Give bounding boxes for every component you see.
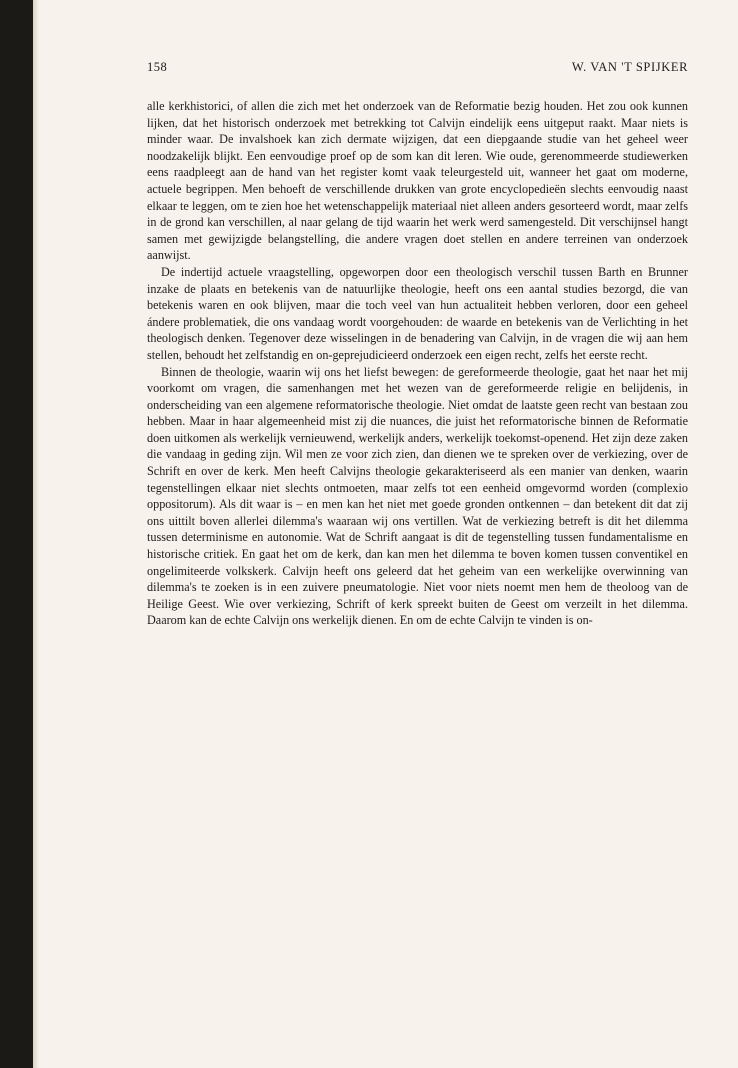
- paragraph: De indertijd actuele vraagstelling, opgeworpen door een theologisch verschil tussen Barth en Brunner inzake de plaats en betekenis van de natuurlijke theologie, heeft ons een aantal studies bezorgd, die van betekenis waren en ook blijven, maar die toch veel van hun actualiteit hebben verloren, door een geheel ándere problematiek, die ons vandaag wordt voorgehouden: de waarde en betekenis van de Verlichting in het theologisch denken. Tegenover deze wisselingen in de benadering van Calvijn, in de vragen die wij aan hem stellen, behoudt het zelfstandig en on-geprejudicieerd onderzoek een eigen recht, zelfs het eerste recht.: [147, 264, 688, 362]
- running-head: W. VAN 'T SPIJKER: [571, 60, 688, 74]
- paragraph: Binnen de theologie, waarin wij ons het liefst bewegen: de gereformeerde theologie, gaat het naar het mij voorkomt om vragen, die samenhangen met het wezen van de gereformeerde religie en belijdenis, in onderscheiding van een algemene reformatorische theologie. Niet omdat de laatste geen recht van bestaan zou hebben. Maar in haar algemeenheid mist zij die nuances, die juist het reformatorische binnen de Reformatie doen uitkomen als werkelijk vernieuwend, werkelijk anders, werkelijk toekomst-openend. Het zijn deze zaken die vandaag in geding zijn. Wil men ze voor zich zien, dan dienen we te spreken over de verkiezing, over de Schrift en over de kerk. Men heeft Calvijns theologie gekarakteriseerd als een manier van denken, waarin tegenstellingen elkaar niet slechts ontmoeten, maar zelfs tot een eenheid omgevormd worden (complexio oppositorum). Als dit waar is – en men kan het niet met goede gronden ontkennen – dan betekent dit dat zij ons uittilt boven allerlei dilemma's waaraan wij ons vertillen. Wat de verkiezing betreft is dit het dilemma tussen determinisme en autonomie. Wat de Schrift aangaat is dit de tegenstelling tussen fundamentalisme en historische critiek. En gaat het om de kerk, dan kan men het dilemma te boven komen tussen conventikel en ongelimiteerde volkskerk. Calvijn heeft ons geleerd dat het geheim van een werkelijke overwinning van dilemma's te zoeken is in een zuivere pneumatologie. Niet voor niets noemt men hem de theoloog van de Heilige Geest. Wie over verkiezing, Schrift of kerk spreekt buiten de Geest om verzeilt in het dilemma. Daarom kan de echte Calvijn ons werkelijk dienen. En om de echte Calvijn te vinden is on-: [147, 364, 688, 628]
- book-page: [33, 0, 738, 1068]
- page-header: [147, 60, 688, 75]
- page-number: 158: [147, 60, 168, 74]
- paragraph: alle kerkhistorici, of allen die zich met het onderzoek van de Reformatie bezig houden. Het zou ook kunnen lijken, dat het historisch onderzoek met betrekking tot Calvijn eindelijk eens uitgeput raakt. Maar niets is minder waar. De invalshoek kan zich dermate wijzigen, dat een diepgaande studie van het geheel weer noodzakelijk blijkt. Een eenvoudige proef op de som kan dit leren. Wie oude, gerenommeerde studiewerken eens raadpleegt aan de hand van het register komt vaak teleurgesteld uit, wanneer het gaat om moderne, actuele begrippen. Men behoeft de verschillende drukken van grote encyclopedieën slechts eenvoudig naast elkaar te leggen, om te zien hoe het wetenschappelijk materiaal niet alleen anders gesorteerd wordt, maar zelfs in de grond kan verschillen, al naar gelang de tijd waarin het werk werd samengesteld. Dit verschijnsel hangt samen met gewijzigde belangstelling, die andere vragen doet stellen en andere terreinen van onderzoek aanwijst.: [147, 99, 688, 263]
- body-text: [147, 98, 688, 629]
